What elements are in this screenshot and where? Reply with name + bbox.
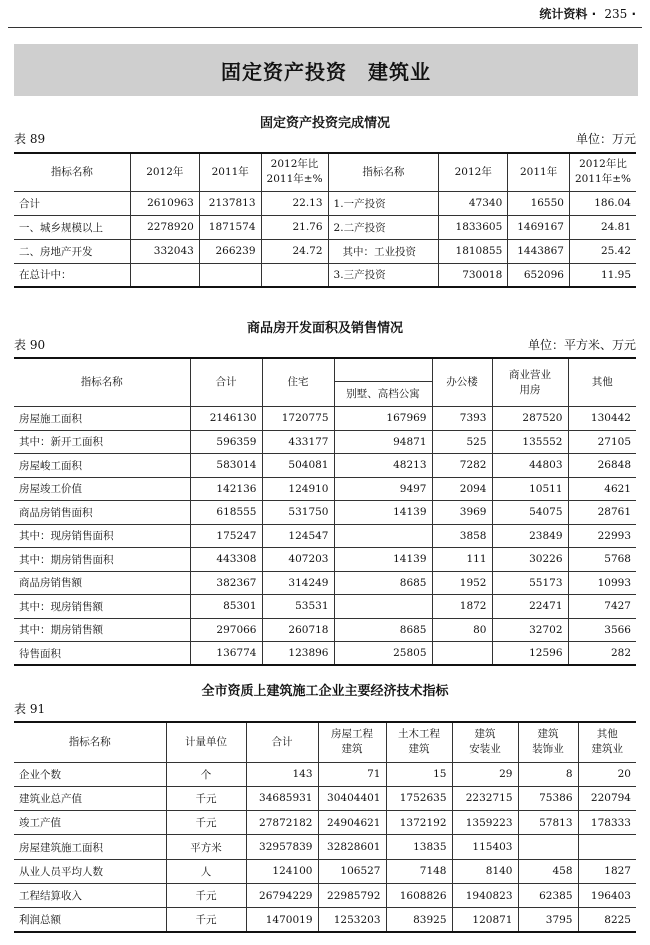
table-row <box>14 642 636 666</box>
cell: 1871574 <box>199 215 261 239</box>
cell: 54075 <box>492 501 568 525</box>
cell: 房屋建筑施工面积 <box>14 835 166 859</box>
cell: 28761 <box>568 501 636 525</box>
col-header: 房屋工程 建筑 <box>318 722 386 762</box>
cell: 1443867 <box>508 239 570 263</box>
cell: 22471 <box>492 595 568 619</box>
cell: 1253203 <box>318 908 386 932</box>
cell: 千元 <box>166 786 246 810</box>
cell: 1872 <box>432 595 492 619</box>
col-header: 2011年 <box>199 153 261 191</box>
table-row <box>14 762 636 786</box>
cell: 85301 <box>190 595 262 619</box>
cell: 10511 <box>492 477 568 501</box>
cell: 32957839 <box>246 835 318 859</box>
col-header: 指标名称 <box>14 153 130 191</box>
table-90 <box>14 357 636 666</box>
cell: 商品房销售额 <box>14 571 190 595</box>
cell: 13835 <box>386 835 452 859</box>
cell: 266239 <box>199 239 261 263</box>
cell: 55173 <box>492 571 568 595</box>
cell: 11.95 <box>569 263 636 287</box>
cell: 94871 <box>334 430 432 454</box>
table-header-row <box>14 153 636 191</box>
cell: 196403 <box>578 883 636 907</box>
cell: 7282 <box>432 454 492 478</box>
page-header <box>0 0 650 26</box>
cell: 282 <box>568 642 636 666</box>
cell: 2278920 <box>130 215 199 239</box>
cell: 1952 <box>432 571 492 595</box>
cell: 26794229 <box>246 883 318 907</box>
cell: 千元 <box>166 811 246 835</box>
table-row <box>14 908 636 932</box>
cell: 596359 <box>190 430 262 454</box>
cell: 3.三产投资 <box>328 263 439 287</box>
table-row <box>14 407 636 431</box>
cell: 111 <box>432 548 492 572</box>
table-header-row <box>14 722 636 762</box>
cell: 8225 <box>578 908 636 932</box>
cell: 260718 <box>262 618 334 642</box>
cell: 7427 <box>568 595 636 619</box>
cell: 1720775 <box>262 407 334 431</box>
cell: 个 <box>166 762 246 786</box>
table-row <box>14 501 636 525</box>
cell: 12596 <box>492 642 568 666</box>
table-header-row <box>14 358 636 407</box>
cell: 3795 <box>518 908 578 932</box>
cell: 124910 <box>262 477 334 501</box>
cell <box>261 263 328 287</box>
cell: 房屋竣工价值 <box>14 477 190 501</box>
cell: 二、房地产开发 <box>14 239 130 263</box>
cell: 314249 <box>262 571 334 595</box>
cell: 14139 <box>334 548 432 572</box>
cell: 44803 <box>492 454 568 478</box>
col-header: 计量单位 <box>166 722 246 762</box>
cell: 4621 <box>568 477 636 501</box>
cell: 1833605 <box>439 215 508 239</box>
cell: 7393 <box>432 407 492 431</box>
cell: 竣工产值 <box>14 811 166 835</box>
cell: 20 <box>578 762 636 786</box>
col-header: 2012年比 2011年±% <box>569 153 636 191</box>
col-header: 建筑 装饰业 <box>518 722 578 762</box>
cell: 企业个数 <box>14 762 166 786</box>
cell: 千元 <box>166 908 246 932</box>
cell: 1372192 <box>386 811 452 835</box>
cell: 287520 <box>492 407 568 431</box>
col-header: 建筑 安装业 <box>452 722 518 762</box>
cell: 24904621 <box>318 811 386 835</box>
cell: 583014 <box>190 454 262 478</box>
cell <box>130 263 199 287</box>
cell: 2610963 <box>130 191 199 215</box>
cell: 27872182 <box>246 811 318 835</box>
table-row <box>14 548 636 572</box>
col-header: 商业营业 用房 <box>492 358 568 407</box>
cell: 2232715 <box>452 786 518 810</box>
col-header: 住宅 <box>262 358 334 407</box>
cell: 71 <box>318 762 386 786</box>
cell: 9497 <box>334 477 432 501</box>
cell: 16550 <box>508 191 570 215</box>
section-banner <box>14 44 638 96</box>
cell: 其中：期房销售额 <box>14 618 190 642</box>
cell: 142136 <box>190 477 262 501</box>
table-row <box>14 786 636 810</box>
col-header: 指标名称 <box>14 722 166 762</box>
table-90-number: 表 90 <box>14 338 46 352</box>
cell: 其中：新开工面积 <box>14 430 190 454</box>
cell: 2094 <box>432 477 492 501</box>
table-row <box>14 571 636 595</box>
cell: 从业人员平均人数 <box>14 859 166 883</box>
col-header: 指标名称 <box>328 153 439 191</box>
cell: 1470019 <box>246 908 318 932</box>
table-89-unit: 单位：万元 <box>575 132 636 146</box>
cell: 2146130 <box>190 407 262 431</box>
cell: 332043 <box>130 239 199 263</box>
cell: 1469167 <box>508 215 570 239</box>
cell: 8685 <box>334 618 432 642</box>
page-number: 235 <box>604 7 628 21</box>
cell: 21.76 <box>261 215 328 239</box>
cell: 22985792 <box>318 883 386 907</box>
cell: 124547 <box>262 524 334 548</box>
cell: 合计 <box>14 191 130 215</box>
cell: 178333 <box>578 811 636 835</box>
cell: 千元 <box>166 883 246 907</box>
cell <box>334 595 432 619</box>
cell: 25805 <box>334 642 432 666</box>
cell: 22993 <box>568 524 636 548</box>
table-row <box>14 595 636 619</box>
cell: 利润总额 <box>14 908 166 932</box>
cell: 504081 <box>262 454 334 478</box>
cell <box>518 835 578 859</box>
cell: 652096 <box>508 263 570 287</box>
cell: 在总计中： <box>14 263 130 287</box>
table-row <box>14 430 636 454</box>
section-label: 统计资料 <box>539 7 588 21</box>
cell: 130442 <box>568 407 636 431</box>
cell: 1752635 <box>386 786 452 810</box>
table-row <box>14 191 636 215</box>
cell: 1359223 <box>452 811 518 835</box>
cell: 其中：工业投资 <box>328 239 439 263</box>
cell: 618555 <box>190 501 262 525</box>
cell: 14139 <box>334 501 432 525</box>
cell: 83925 <box>386 908 452 932</box>
cell: 27105 <box>568 430 636 454</box>
cell: 工程结算收入 <box>14 883 166 907</box>
cell: 7148 <box>386 859 452 883</box>
cell: 531750 <box>262 501 334 525</box>
col-header: 合计 <box>246 722 318 762</box>
cell: 26848 <box>568 454 636 478</box>
cell: 1940823 <box>452 883 518 907</box>
cell: 167969 <box>334 407 432 431</box>
cell: 62385 <box>518 883 578 907</box>
cell: 25.42 <box>569 239 636 263</box>
cell: 53531 <box>262 595 334 619</box>
cell: 297066 <box>190 618 262 642</box>
header-divider <box>8 27 642 28</box>
col-header: 2011年 <box>508 153 570 191</box>
table-89-title: 固定资产投资完成情况 <box>259 116 390 131</box>
cell <box>199 263 261 287</box>
cell: 8 <box>518 762 578 786</box>
table-row <box>14 454 636 478</box>
table-row <box>14 477 636 501</box>
table-row <box>14 859 636 883</box>
cell: 8685 <box>334 571 432 595</box>
cell: 407203 <box>262 548 334 572</box>
cell: 124100 <box>246 859 318 883</box>
cell: 75386 <box>518 786 578 810</box>
cell: 商品房销售面积 <box>14 501 190 525</box>
cell: 3566 <box>568 618 636 642</box>
col-header: 2012年 <box>439 153 508 191</box>
cell: 32828601 <box>318 835 386 859</box>
cell: 143 <box>246 762 318 786</box>
cell: 2.二产投资 <box>328 215 439 239</box>
cell: 48213 <box>334 454 432 478</box>
col-header: 合计 <box>190 358 262 407</box>
cell: 458 <box>518 859 578 883</box>
cell: 平方米 <box>166 835 246 859</box>
cell <box>432 642 492 666</box>
section-title: 固定资产投资 建筑业 <box>221 59 431 84</box>
cell: 1608826 <box>386 883 452 907</box>
cell: 23849 <box>492 524 568 548</box>
table-91-title: 全市资质上建筑施工企业主要经济技术指标 <box>201 684 449 699</box>
cell: 433177 <box>262 430 334 454</box>
cell: 30226 <box>492 548 568 572</box>
cell: 22.13 <box>261 191 328 215</box>
cell: 525 <box>432 430 492 454</box>
table-row <box>14 239 636 263</box>
cell: 123896 <box>262 642 334 666</box>
table-89-number: 表 89 <box>14 132 46 146</box>
col-header: 土木工程 建筑 <box>386 722 452 762</box>
cell: 57813 <box>518 811 578 835</box>
col-header: 别墅、高档公寓 <box>334 358 432 407</box>
cell: 一、城乡规模以上 <box>14 215 130 239</box>
cell: 24.81 <box>569 215 636 239</box>
cell: 382367 <box>190 571 262 595</box>
table-89 <box>14 152 636 288</box>
cell: 135552 <box>492 430 568 454</box>
cell: 34685931 <box>246 786 318 810</box>
cell: 730018 <box>439 263 508 287</box>
cell: 其中：现房销售面积 <box>14 524 190 548</box>
cell <box>334 524 432 548</box>
page-meta: 统计资料 · 235 · <box>539 7 636 21</box>
table-row <box>14 835 636 859</box>
cell: 80 <box>432 618 492 642</box>
table-91 <box>14 721 636 933</box>
cell: 15 <box>386 762 452 786</box>
col-header: 指标名称 <box>14 358 190 407</box>
cell: 建筑业总产值 <box>14 786 166 810</box>
cell: 175247 <box>190 524 262 548</box>
cell: 3969 <box>432 501 492 525</box>
table-row <box>14 215 636 239</box>
cell: 房屋峻工面积 <box>14 454 190 478</box>
cell: 120871 <box>452 908 518 932</box>
table-row <box>14 618 636 642</box>
table-row <box>14 524 636 548</box>
table-90-title: 商品房开发面积及销售情况 <box>246 321 403 336</box>
table-row <box>14 263 636 287</box>
cell: 47340 <box>439 191 508 215</box>
cell: 1827 <box>578 859 636 883</box>
cell: 106527 <box>318 859 386 883</box>
cell: 1810855 <box>439 239 508 263</box>
cell: 443308 <box>190 548 262 572</box>
col-header: 其他 建筑业 <box>578 722 636 762</box>
cell: 5768 <box>568 548 636 572</box>
cell: 186.04 <box>569 191 636 215</box>
cell: 220794 <box>578 786 636 810</box>
cell: 1.一产投资 <box>328 191 439 215</box>
table-row <box>14 811 636 835</box>
cell: 30404401 <box>318 786 386 810</box>
cell: 3858 <box>432 524 492 548</box>
cell: 2137813 <box>199 191 261 215</box>
col-header: 2012年比 2011年±% <box>261 153 328 191</box>
cell: 待售面积 <box>14 642 190 666</box>
col-header: 办公楼 <box>432 358 492 407</box>
cell: 24.72 <box>261 239 328 263</box>
cell: 115403 <box>452 835 518 859</box>
cell: 29 <box>452 762 518 786</box>
cell: 其中：期房销售面积 <box>14 548 190 572</box>
cell: 人 <box>166 859 246 883</box>
table-90-unit: 单位：平方米、万元 <box>527 338 636 352</box>
cell: 其中：现房销售额 <box>14 595 190 619</box>
cell: 8140 <box>452 859 518 883</box>
table-row <box>14 883 636 907</box>
cell: 32702 <box>492 618 568 642</box>
table-91-number: 表 91 <box>14 702 46 716</box>
cell: 房屋施工面积 <box>14 407 190 431</box>
col-header: 其他 <box>568 358 636 407</box>
cell <box>578 835 636 859</box>
cell: 10993 <box>568 571 636 595</box>
col-header: 2012年 <box>130 153 199 191</box>
cell: 136774 <box>190 642 262 666</box>
